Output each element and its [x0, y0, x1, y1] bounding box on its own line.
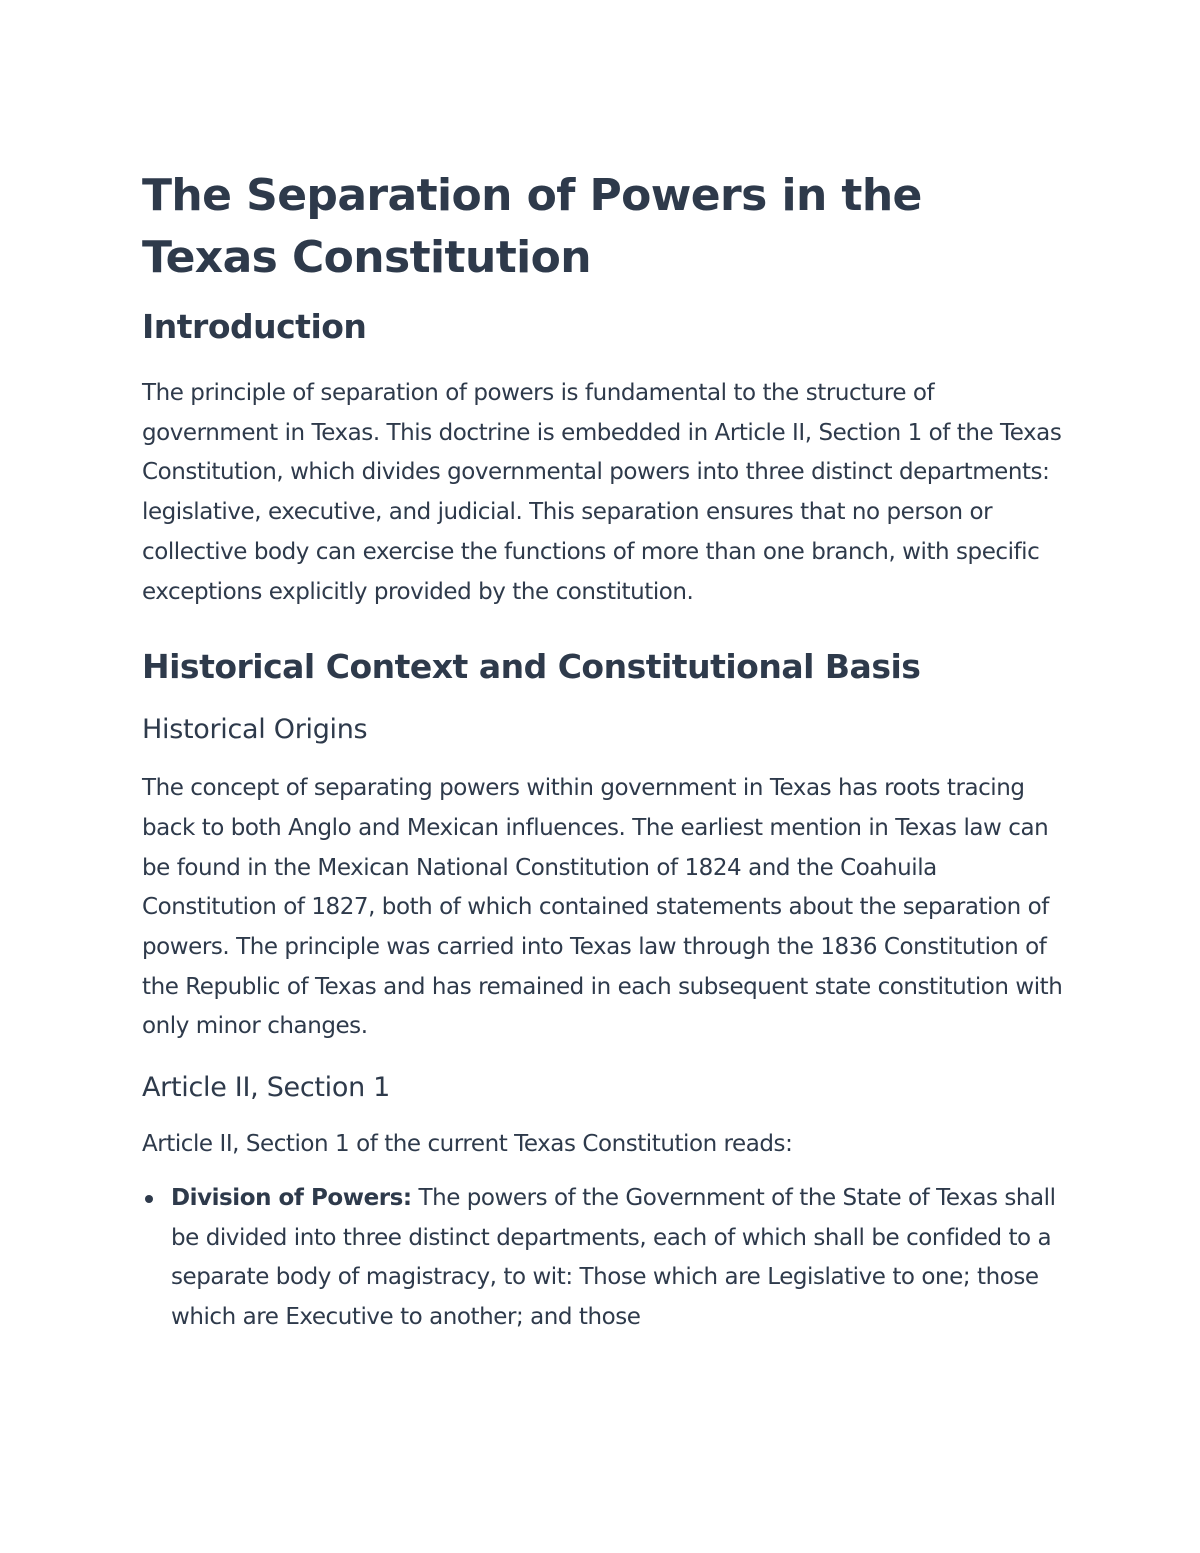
- bullet-icon: [145, 1195, 153, 1203]
- historical-origins-paragraph: The concept of separating powers within government in Texas has roots tracing back to both Anglo and Mexican influences. The earliest mention in Texas law can be found in the Mexican National Constitution of 1824 and the Coahuila Constitution of 1827, both of which contained statements about the separation of powers. The principle was carried into Texas law through the 1836 Constitution of the Republic of Texas and has remained in each subsequent state constitution with only minor changes.: [142, 775, 1063, 1040]
- bullet-text: The powers of the Government of the State of Texas shall be divided into three distinct departments, each of which shall be confided to a separate body of magistracy, to wit: Those which are Legislative to one; those which are Executive to another; and those: [171, 1184, 1056, 1330]
- article-ii-intro-paragraph: Article II, Section 1 of the current Texas Constitution reads:: [142, 1131, 793, 1158]
- introduction-paragraph: The principle of separation of powers is fundamental to the structure of government in Texas. This doctrine is embedded in Article II, Section 1 of the Texas Constitution, which divides governmental powers into three distinct departments: legislative, executive, and judicial. This separation ensures that no person or collective body can exercise the functions of more than one branch, with specific exceptions explicitly provided by the constitution.: [142, 380, 1062, 605]
- section-heading-introduction: Introduction: [142, 307, 367, 346]
- subsection-heading-article-ii-section-1: Article II, Section 1: [142, 1072, 391, 1104]
- section-heading-historical-context: Historical Context and Constitutional Basis: [142, 647, 921, 687]
- article-ii-bullet-list: [142, 1179, 1067, 1338]
- list-item: [142, 1179, 1067, 1338]
- bullet-label: Division of Powers:: [171, 1184, 412, 1211]
- document-title: The Separation of Powers in the Texas Constitution: [142, 170, 922, 283]
- document-page: [142, 165, 1067, 1338]
- subsection-heading-historical-origins: Historical Origins: [142, 714, 368, 746]
